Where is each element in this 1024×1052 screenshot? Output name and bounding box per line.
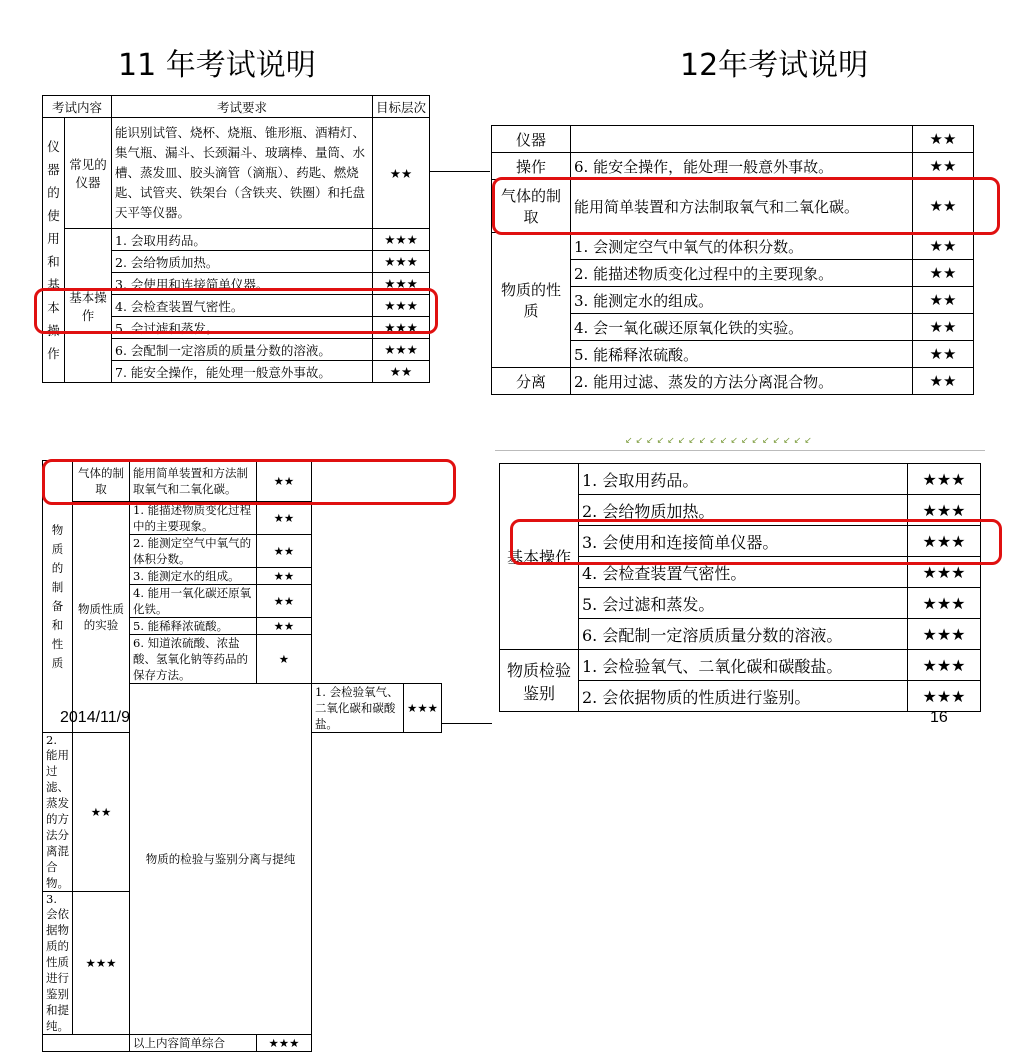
category-cell: 物质检验鉴别 xyxy=(500,650,579,712)
requirement-cell: 2. 会依据物质的性质进行鉴别。 xyxy=(579,681,908,712)
category-cell: 仪器 xyxy=(492,126,571,153)
level-cell: ★★ xyxy=(256,461,311,502)
requirement-cell: 5. 会过滤和蒸发。 xyxy=(579,588,908,619)
level-cell: ★★ xyxy=(913,341,974,368)
vchar: 性 xyxy=(51,636,64,651)
level-cell: ★★★ xyxy=(908,681,981,712)
requirement-cell: 1. 会检验氧气、二氧化碳和碳酸盐。 xyxy=(579,650,908,681)
table-2012-operations xyxy=(499,463,981,712)
level-cell: ★★ xyxy=(256,535,311,568)
level-cell: ★★★ xyxy=(373,295,430,317)
highlight-box-2011-instruments xyxy=(34,288,438,334)
requirement-cell: 2. 会给物质加热。 xyxy=(112,251,373,273)
vchar: 用 xyxy=(47,231,60,246)
level-cell: ★★★ xyxy=(373,229,430,251)
vchar: 物 xyxy=(51,522,64,537)
level-cell: ★★ xyxy=(256,585,311,618)
requirement-cell: 能用简单装置和方法制取氧气和二氧化碳。 xyxy=(130,461,257,502)
category-cell: 分离 xyxy=(492,368,571,395)
annotation-marks: ↙↙↙↙↙↙↙↙↙↙↙↙↙↙↙↙↙↙ xyxy=(625,436,815,446)
level-cell: ★★★ xyxy=(908,619,981,650)
divider-line xyxy=(495,450,985,451)
requirement-cell: 4. 会检查装置气密性。 xyxy=(112,295,373,317)
level-cell: ★★★ xyxy=(373,251,430,273)
title-2011: 11 年考试说明 xyxy=(118,48,316,83)
highlight-box-2012-gas xyxy=(492,177,1000,235)
table-row xyxy=(492,153,974,180)
requirement-cell: 3. 会使用和连接简单仪器。 xyxy=(112,273,373,295)
category-cell: 物质的性质 xyxy=(492,233,571,368)
requirement-cell: 1. 会取用药品。 xyxy=(112,229,373,251)
table-header-row xyxy=(43,96,430,118)
table-row xyxy=(43,1035,442,1052)
requirement-cell: 5. 能稀释浓硫酸。 xyxy=(571,341,913,368)
requirement-cell: 1. 会取用药品。 xyxy=(579,464,908,495)
requirement-cell: 2. 能描述物质变化过程中的主要现象。 xyxy=(571,260,913,287)
level-cell: ★★ xyxy=(256,502,311,535)
vchar: 使 xyxy=(47,208,60,223)
level-cell: ★★ xyxy=(913,233,974,260)
category-cell: 气体的制取 xyxy=(492,180,571,233)
level-cell: ★★★ xyxy=(908,526,981,557)
table-row xyxy=(500,650,981,681)
requirement-cell: 2. 能测定空气中氧气的体积分数。 xyxy=(130,535,257,568)
requirement-cell: 以上内容简单综合 xyxy=(130,1035,257,1052)
level-cell: ★★ xyxy=(913,287,974,314)
vchar: 制 xyxy=(51,579,64,594)
table-2011-properties xyxy=(42,460,442,1052)
table-row xyxy=(500,464,981,495)
level-cell: ★★ xyxy=(373,361,430,383)
header-requirement: 考试要求 xyxy=(112,96,373,118)
level-cell: ★★★ xyxy=(373,273,430,295)
level-cell: ★★★ xyxy=(908,650,981,681)
header-content: 考试内容 xyxy=(43,96,112,118)
requirement-cell: 1. 会测定空气中氧气的体积分数。 xyxy=(571,233,913,260)
vchar: 备 xyxy=(51,598,64,613)
requirement-cell: 6. 能安全操作，能处理一般意外事故。 xyxy=(571,153,913,180)
level-cell: ★★★ xyxy=(908,557,981,588)
sub-category: 物质性质的实验 xyxy=(73,502,130,733)
level-cell: ★★ xyxy=(373,118,430,229)
level-cell: ★★ xyxy=(73,733,130,892)
requirement-cell: 1. 会检验氧气、二氧化碳和碳酸盐。 xyxy=(311,684,403,733)
level-cell: ★★★ xyxy=(908,495,981,526)
sub-category: 物质的检验与鉴别分离与提纯 xyxy=(130,684,312,1035)
vchar: 操 xyxy=(47,323,60,338)
requirement-cell: 3. 能测定水的组成。 xyxy=(571,287,913,314)
requirement-cell: 6. 会配制一定溶质的质量分数的溶液。 xyxy=(112,339,373,361)
requirement-cell: 7. 能安全操作，能处理一般意外事故。 xyxy=(112,361,373,383)
sub-category: 气体的制取 xyxy=(73,461,130,502)
level-cell: ★ xyxy=(256,635,311,684)
title-2012: 12年考试说明 xyxy=(680,48,869,83)
table-row xyxy=(43,502,442,535)
level-cell: ★★ xyxy=(913,314,974,341)
sub-category: 常见的仪器 xyxy=(64,118,111,229)
connector-line xyxy=(442,723,492,724)
level-cell: ★★ xyxy=(913,153,974,180)
vchar: 的 xyxy=(51,560,64,575)
level-cell: ★★★ xyxy=(373,317,430,339)
requirement-cell: 6. 会配制一定溶质质量分数的溶液。 xyxy=(579,619,908,650)
requirement-cell: 4. 会检查装置气密性。 xyxy=(579,557,908,588)
level-cell: ★★ xyxy=(913,368,974,395)
requirement-cell: 5. 会过滤和蒸发。 xyxy=(112,317,373,339)
vchar: 作 xyxy=(47,346,60,361)
footer-blank xyxy=(43,1035,130,1052)
table-row xyxy=(43,229,430,251)
sub-category: 基本操作 xyxy=(64,229,111,383)
vchar: 的 xyxy=(47,185,60,200)
requirement-cell: 能识别试管、烧杯、烧瓶、锥形瓶、酒精灯、集气瓶、漏斗、长颈漏斗、玻璃棒、量筒、水槽、蒸发皿、胶头滴管（滴瓶）、药匙、燃烧匙、试管夹、铁架台（含铁夹、铁圈）和托盘天平等仪器。 xyxy=(112,118,373,229)
requirement-cell: 4. 会一氧化碳还原氧化铁的实验。 xyxy=(571,314,913,341)
requirement-cell: 5. 能稀释浓硫酸。 xyxy=(130,618,257,635)
table-2011-operations xyxy=(42,95,430,383)
level-cell: ★★ xyxy=(256,618,311,635)
table-2012-properties xyxy=(491,125,974,395)
table-row xyxy=(492,126,974,153)
slide-page-number: 16 xyxy=(930,709,948,726)
requirement-cell: 1. 能描述物质变化过程中的主要现象。 xyxy=(130,502,257,535)
connector-line xyxy=(430,171,490,172)
requirement-cell: 4. 能用一氧化碳还原氧化铁。 xyxy=(130,585,257,618)
vchar: 和 xyxy=(47,254,60,269)
table-row xyxy=(492,233,974,260)
requirement-cell: 6. 知道浓硫酸、浓盐酸、氢氧化钠等药品的保存方法。 xyxy=(130,635,257,684)
level-cell: ★★★ xyxy=(373,339,430,361)
level-cell: ★★★ xyxy=(404,684,442,733)
level-cell: ★★★ xyxy=(908,588,981,619)
table-row xyxy=(43,118,430,229)
slide-date: 2014/11/9 xyxy=(60,709,130,726)
level-cell: ★★ xyxy=(913,126,974,153)
vchar: 质 xyxy=(51,541,64,556)
vchar: 本 xyxy=(47,300,60,315)
level-cell: ★★ xyxy=(913,260,974,287)
category-cell: 操作 xyxy=(492,153,571,180)
requirement-cell: 2. 能用过滤、蒸发的方法分离混合物。 xyxy=(43,733,73,892)
level-cell: ★★ xyxy=(256,568,311,585)
vchar: 器 xyxy=(47,162,60,177)
highlight-box-2011-gas xyxy=(42,459,456,505)
main-category-vertical xyxy=(43,118,65,383)
requirement-cell: 3. 会依据物质的性质进行鉴别和提纯。 xyxy=(43,892,73,1035)
requirement-cell: 2. 会给物质加热。 xyxy=(579,495,908,526)
highlight-box-2012-instruments xyxy=(510,519,1002,565)
level-cell: ★★★ xyxy=(908,464,981,495)
header-level: 目标层次 xyxy=(373,96,430,118)
category-cell: 基本操作 xyxy=(500,464,579,650)
vchar: 和 xyxy=(51,617,64,632)
requirement-cell: 2. 能用过滤、蒸发的方法分离混合物。 xyxy=(571,368,913,395)
vchar: 质 xyxy=(51,655,64,670)
table-row xyxy=(492,368,974,395)
requirement-cell: 3. 能测定水的组成。 xyxy=(130,568,257,585)
vchar: 仪 xyxy=(47,139,60,154)
level-cell: ★★★ xyxy=(256,1035,311,1052)
vchar: 基 xyxy=(47,277,60,292)
requirement-cell: 能用简单装置和方法制取氧气和二氧化碳。 xyxy=(571,180,913,233)
requirement-cell xyxy=(571,126,913,153)
level-cell: ★★★ xyxy=(73,892,130,1035)
requirement-cell: 3. 会使用和连接简单仪器。 xyxy=(579,526,908,557)
level-cell: ★★ xyxy=(913,180,974,233)
